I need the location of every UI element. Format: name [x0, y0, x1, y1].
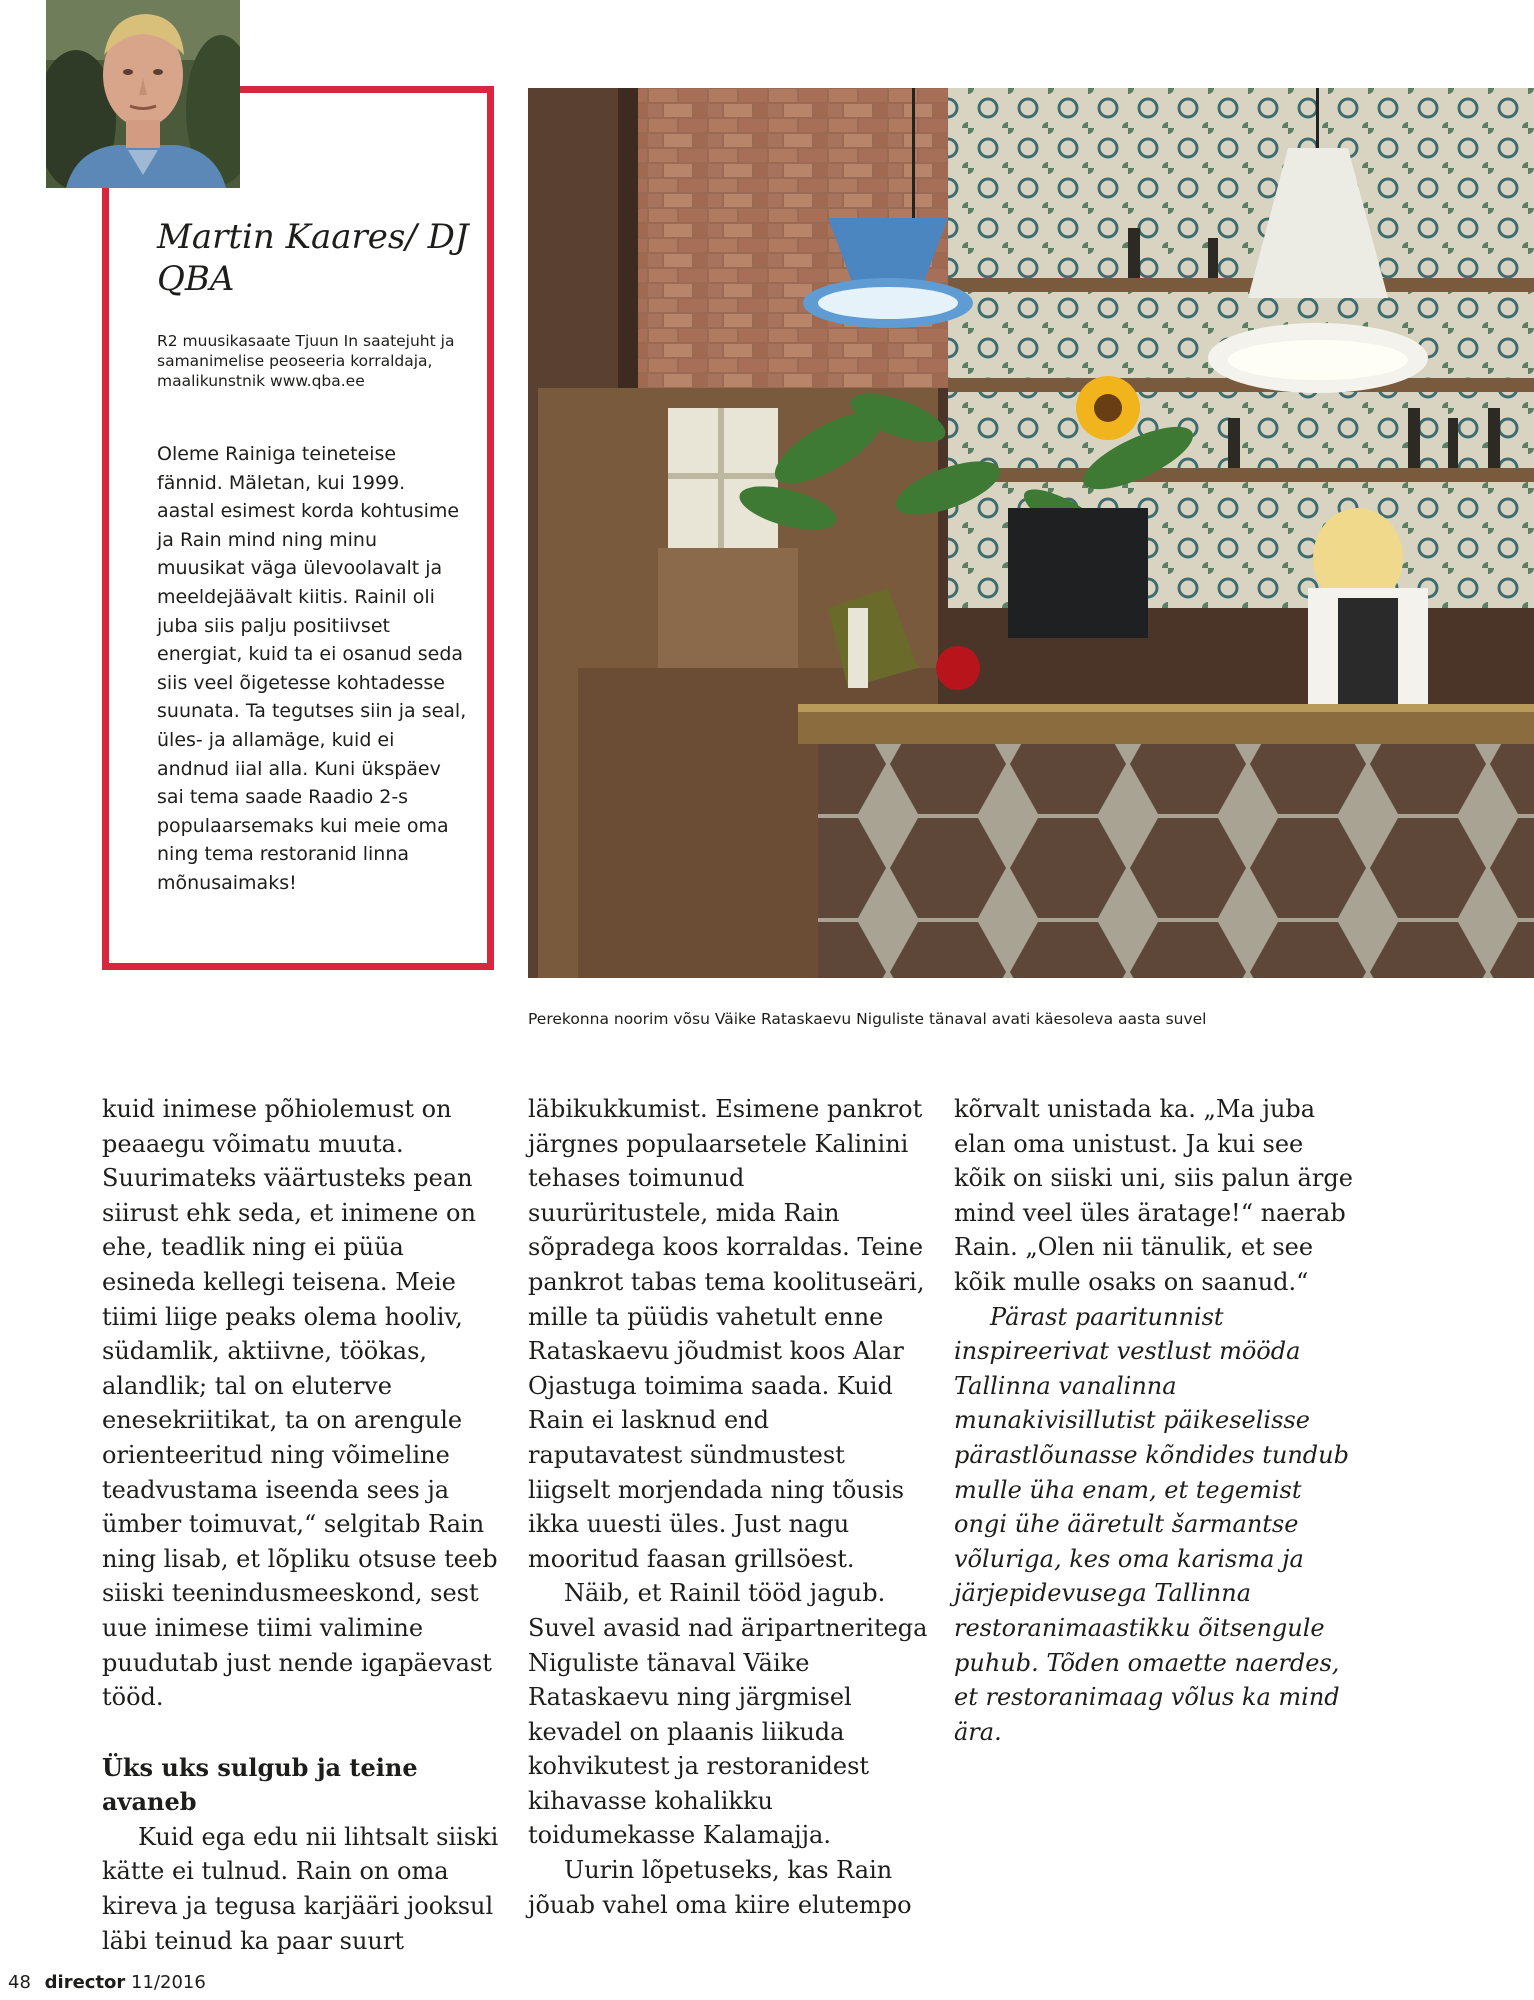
- author-portrait: [46, 0, 240, 188]
- paragraph: läbikukkumist. Esimene pankrot järgnes populaarsetele Kalinini tehases toimunud suurüritustele, mida Rain sõpradega koos korraldas. Teine pankrot tabas tema koolituseäri, mille ta püüdis vahetult enne Rataskaevu jõudmist koos Alar Ojastuga toimima saada. Kuid Rain ei lasknud end raputavatest sündmustest liigselt morjendada ning tõusis ikka uuesti üles. Just nagu mooritud faasan grillsöest.: [528, 1095, 925, 1573]
- author-quote: Oleme Rainiga teineteise fännid. Mäletan, kui 1999. aastal esimest korda kohtusime ja Rain mind ning minu muusikat väga ülevoolavalt ja meeldejäävalt kiitis. Rainil oli juba siis palju positiivset energiat, kuid ta ei osanud seda siis veel õigetesse kohtadesse suunata. Ta tegutses siin ja seal, üles- ja allamäge, kuid ei andnud iial alla. Kuni ükspäev sai tema saade Raadio 2-s populaarsemaks kui meie oma ning tema restoranid linna mõnusaimaks!: [157, 443, 467, 894]
- page-footer: [8, 1972, 206, 1993]
- article-column-1: [102, 1092, 502, 1958]
- subheading: Üks uks sulgub ja teine avaneb: [102, 1752, 418, 1817]
- paragraph: kuid inimese põhiolemust on peaaegu võimatu muuta. Suurimateks väärtusteks pean siirust ehk seda, et inimene on ehe, teadlik ning ei püüa esineda kellegi teisena. Meie tiimi liige peaks olema hooliv, südamlik, aktiivne, töökas, alandlik; tal on eluterve enesekriitikat, ta on arengule orienteeritud ning võimeline teadvustama iseenda sees ja ümber toimuvat,“ selgitab Rain ning lisab, et lõpliku otsuse teeb siiski teenindusmeeskond, sest uue inimese tiimi valimine puudutab just nende igapäevast tööd.: [102, 1095, 498, 1712]
- portrait-illustration: [46, 0, 240, 188]
- paragraph: Näib, et Rainil tööd jagub. Suvel avasid nad äripartneritega Niguliste tänaval Väike Rataskaevu ning järgmisel kevadel on plaanis liikuda kohvikutest ja restoranidest kihavasse kohalikku toidumekasse Kalamajja.: [528, 1579, 928, 1850]
- issue-number: 11/2016: [131, 1972, 206, 1993]
- article-column-2: [528, 1092, 928, 1922]
- photo-caption: Perekonna noorim võsu Väike Rataskaevu Niguliste tänaval avati käesoleva aasta suvel: [528, 1010, 1207, 1028]
- restaurant-illustration: [528, 88, 1534, 978]
- paragraph: Uurin lõpetuseks, kas Rain jõuab vahel oma kiire elutempo: [528, 1856, 912, 1919]
- author-name: Martin Kaares/ DJ QBA: [157, 217, 469, 299]
- restaurant-photo: [528, 88, 1534, 978]
- paragraph: Kuid ega edu nii lihtsalt siiski kätte ei tulnud. Rain on oma kireva ja tegusa karjääri jooksul läbi teinud ka paar suurt: [102, 1822, 499, 1955]
- article-column-3: [954, 1092, 1354, 1749]
- paragraph: kõrvalt unistada ka. „Ma juba elan oma unistust. Ja kui see kõik on siiski uni, siis palun ärge mind veel üles äratage!“ naerab Rain. „Olen nii tänulik, et see kõik mulle osaks on saanud.“: [954, 1095, 1353, 1296]
- magazine-name: director: [44, 1972, 126, 1993]
- page-number: 48: [8, 1972, 31, 1993]
- paragraph: Pärast paaritunnist inspireerivat vestlust mööda Tallinna vanalinna munakivisillutist päikeselisse pärastlõunasse kõndides tundub mulle üha enam, et tegemist ongi ühe ääretult šarmantse võluriga, kes oma karisma ja järjepidevusega Tallinna restoranimaastikku õitsengule puhub. Tõden omaette naerdes, et restoranimaag võlus ka mind ära.: [954, 1302, 1349, 1746]
- author-role: R2 muusikasaate Tjuun In saatejuht ja samanimelise peoseeria korraldaja, maalikunstnik www.qba.ee: [157, 332, 455, 390]
